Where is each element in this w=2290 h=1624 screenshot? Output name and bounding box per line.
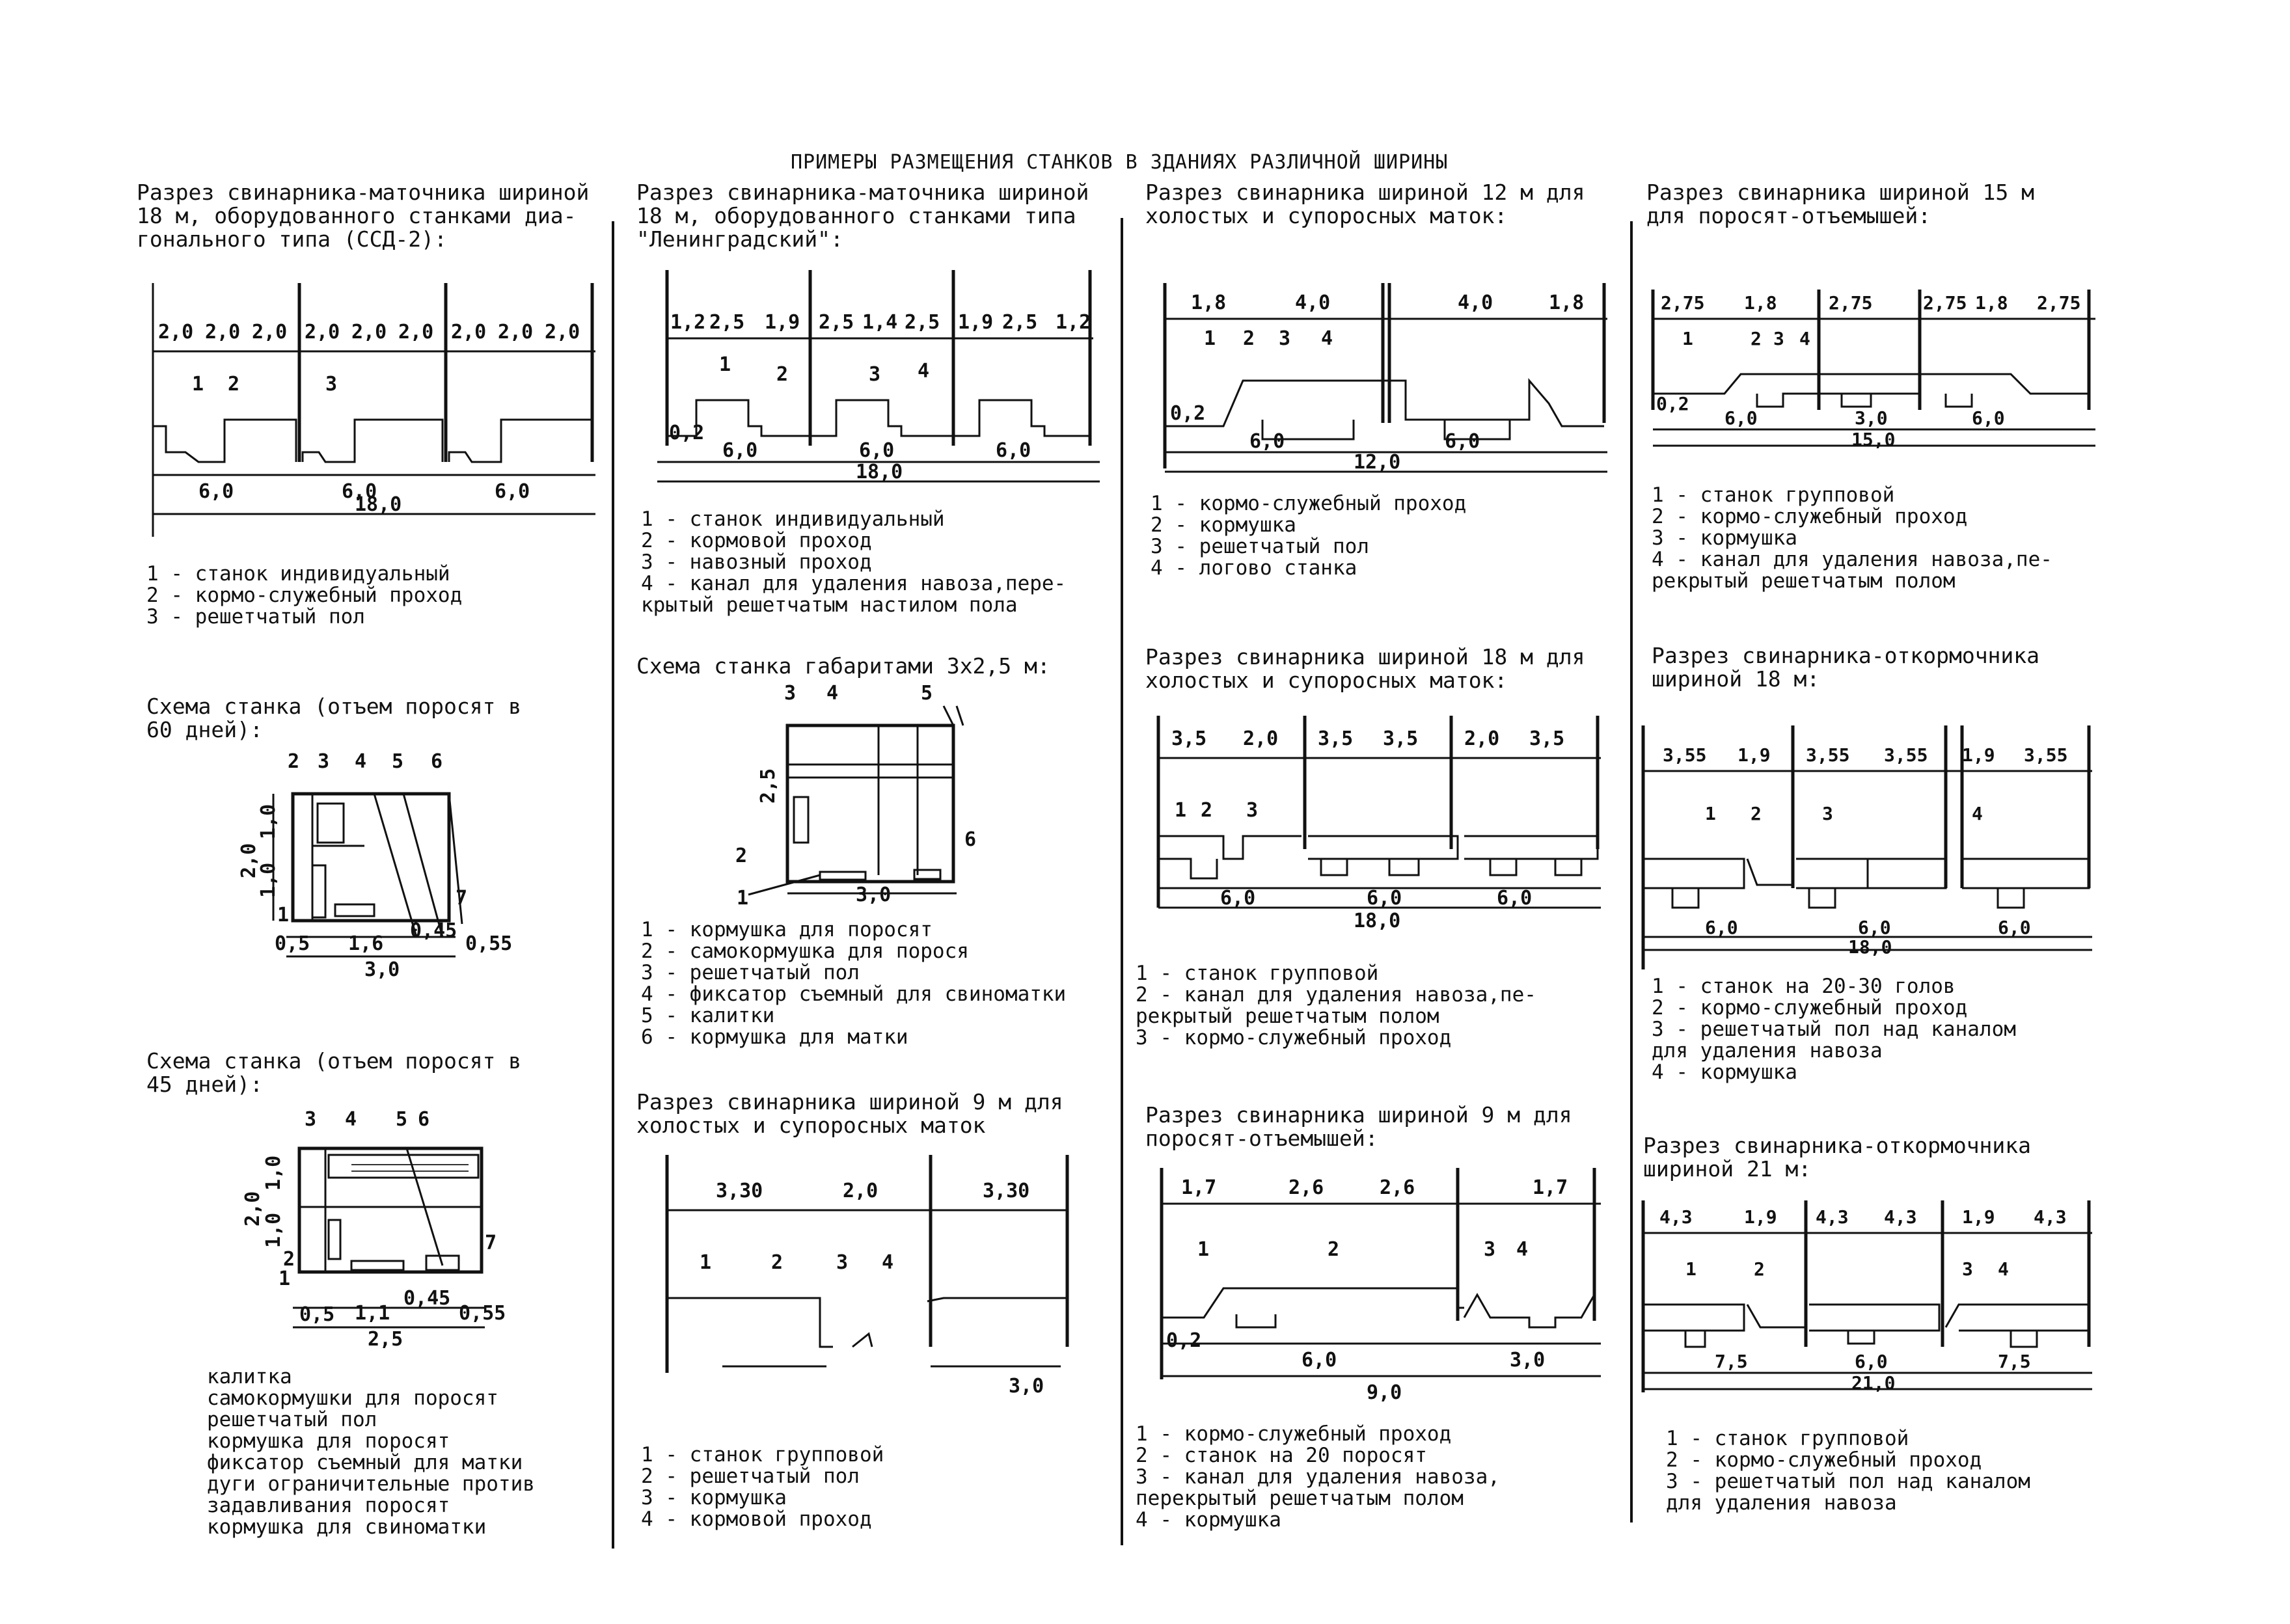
dim-bottom: 7,5 <box>1998 1351 2031 1372</box>
callout-label: 1 <box>1204 327 1216 350</box>
legend-item: 1 - станок индивидуальный <box>641 508 945 531</box>
dim-top: 2,75 <box>1829 292 1873 314</box>
dim-bottom: 3,0 <box>1855 407 1888 429</box>
callout-label: 4 <box>1998 1258 2009 1280</box>
dim-horizontal: 1,6 <box>348 932 384 955</box>
legend-item: 4 - логово станка <box>1151 556 1357 580</box>
dim-bottom: 6,0 <box>1705 917 1738 938</box>
dim-bottom: 6,0 <box>1724 407 1758 429</box>
legend-col1-s1 <box>146 563 602 628</box>
section-diagram-col2-s3 <box>657 1152 1113 1398</box>
dim-top: 2,0 <box>205 321 241 344</box>
header-col3-s2 <box>1145 645 1614 692</box>
dim-bottom: 6,0 <box>859 439 895 462</box>
callout-label: 3 <box>1279 327 1291 350</box>
header-col2-s2 <box>636 655 1105 678</box>
legend-item: 3 - решетчатый пол <box>641 961 860 984</box>
legend-item: 2 - кормо-служебный проход <box>1652 505 1968 528</box>
dim-vertical: 1,0 <box>262 1155 285 1191</box>
dim-bottom: 6,0 <box>1445 430 1480 453</box>
dim-top: 2,0 <box>351 321 387 344</box>
dim-horizontal: 0,45 <box>403 1287 451 1310</box>
dim-total: 18,0 <box>1354 910 1401 932</box>
dim-top: 2,75 <box>2037 292 2081 314</box>
dim-top: 3,5 <box>1529 727 1565 750</box>
dim-top: 1,9 <box>1962 1206 1995 1228</box>
dim-total: 3,0 <box>364 958 400 981</box>
dim-bottom: 6,0 <box>1998 917 2031 938</box>
legend-item: 5 - калитки <box>641 1004 775 1027</box>
legend-item: 4 - канал для удаления навоза,пере- <box>641 572 1067 595</box>
dim-top: 3,55 <box>1884 744 1928 766</box>
dim-vertical: 1,0 <box>257 804 280 839</box>
legend-item: 4 - кормушка <box>1652 1061 1797 1084</box>
column-3 <box>1145 181 1614 228</box>
section-diagram-col4-s1 <box>1646 280 2102 475</box>
dim-vertical: 2,0 <box>241 1191 264 1226</box>
callout-label: 6 <box>418 1108 430 1131</box>
dim-top: 2,5 <box>709 311 745 334</box>
section-diagram-col3-s1 <box>1158 273 1614 488</box>
legend-item: рекрытый решетчатым полом <box>1136 1005 1439 1028</box>
dim-top: 2,0 <box>305 321 340 344</box>
legend-item: 3 - навозный проход <box>641 550 872 574</box>
header-col4-s3 <box>1643 1134 2112 1181</box>
callout-label: 7 <box>456 887 468 910</box>
dim-top: 2,0 <box>158 321 194 344</box>
callout-label: 3 <box>325 373 338 396</box>
legend-item: калитка <box>207 1365 292 1388</box>
section-diagram-col1-s2 <box>238 742 540 989</box>
callout-label: 4 <box>1799 328 1810 349</box>
callout-label: 2 <box>1751 328 1762 349</box>
callout-label: 1 <box>719 353 731 376</box>
dim-bottom: 3,0 <box>1510 1349 1546 1372</box>
legend-col3-s1 <box>1151 493 1619 579</box>
legend-item: 1 - кормо-служебный проход <box>1136 1422 1452 1446</box>
section-header: Разрез свинарника-откормочника шириной 21 м: <box>1643 1133 2032 1182</box>
callout-label: 1 <box>192 373 204 396</box>
dim-bottom: 6,0 <box>1367 887 1402 910</box>
dim-top: 2,0 <box>498 321 534 344</box>
header-col4-s2 <box>1652 644 2120 691</box>
section-diagram-col3-s3 <box>1152 1165 1620 1412</box>
dim-top: 2,5 <box>1002 311 1038 334</box>
callout-label: 1 <box>1685 1258 1697 1280</box>
section-diagram-col4-s2 <box>1633 722 2102 969</box>
dim-top: 3,5 <box>1383 727 1419 750</box>
legend-item: кормушка для поросят <box>207 1429 450 1453</box>
callout-label: 6 <box>964 828 977 851</box>
callout-label: 2 <box>283 1248 295 1271</box>
header-col2-s3 <box>636 1090 1105 1137</box>
legend-item: фиксатор съемный для матки <box>207 1451 523 1474</box>
legend-col1-s3 <box>207 1366 597 1538</box>
section-diagram-col1-s3 <box>241 1100 540 1360</box>
legend-item: для удаления навоза <box>1652 1039 1883 1062</box>
section-header: Схема станка (отъем поросят в 60 дней): <box>146 694 522 742</box>
callout-label: 1 <box>700 1251 712 1274</box>
dim-horizontal: 0,45 <box>410 919 457 942</box>
callout-label: 2 <box>735 845 748 867</box>
callout-label: 3 <box>1962 1258 1973 1280</box>
column-2 <box>636 181 1105 251</box>
dim-top: 4,3 <box>1884 1206 1917 1228</box>
dim-top: 1,7 <box>1533 1176 1568 1199</box>
dim-top: 4,3 <box>1659 1206 1693 1228</box>
legend-item: 3 - решетчатый пол <box>146 605 365 629</box>
legend-item: 3 - кормушка <box>641 1486 787 1509</box>
dim-bottom: 6,0 <box>1855 1351 1888 1372</box>
dim-total: 18,0 <box>1848 936 1892 958</box>
callout-label: 3 <box>1822 803 1833 824</box>
dim-total: 3,0 <box>856 884 892 906</box>
section-header: Разрез свинарника шириной 12 м для холостых и супоросных маток: <box>1145 180 1585 228</box>
callout-label: 4 <box>826 682 839 705</box>
dim-total: 9,0 <box>1367 1381 1402 1404</box>
legend-item: 6 - кормушка для матки <box>641 1025 908 1049</box>
dim-bottom: 7,5 <box>1715 1351 1748 1372</box>
section-diagram-col2-s1 <box>657 267 1113 508</box>
dim-top: 2,75 <box>1923 292 1967 314</box>
callout-label: 2 <box>228 373 240 396</box>
dim-top: 1,2 <box>1056 311 1091 334</box>
callout-label: 2 <box>1328 1238 1340 1261</box>
dim-bottom: 6,0 <box>1858 917 1891 938</box>
dim-top: 4,0 <box>1458 291 1493 314</box>
callout-label: 3 <box>1773 328 1784 349</box>
section-header: Разрез свинарника шириной 15 м для поросят-отъемышей: <box>1646 180 2035 228</box>
dim-top: 2,0 <box>1243 727 1279 750</box>
legend-item: самокормушки для поросят <box>207 1387 498 1410</box>
dim-bottom: 6,0 <box>1497 887 1533 910</box>
dim-vertical: 1,0 <box>257 862 280 898</box>
legend-col3-s2 <box>1136 963 1617 1049</box>
callout-label: 2 <box>776 363 789 386</box>
dim-top: 1,9 <box>1744 1206 1777 1228</box>
legend-item: 3 - канал для удаления навоза, <box>1136 1465 1500 1489</box>
dim-top: 1,7 <box>1181 1176 1217 1199</box>
dim-horizontal: 0,5 <box>299 1303 335 1326</box>
legend-item: 4 - канал для удаления навоза,пе- <box>1652 548 2052 571</box>
dim-top: 2,0 <box>545 321 580 344</box>
dim-total: 18,0 <box>856 461 903 483</box>
dim-bottom: 6,0 <box>342 480 377 503</box>
callout-label: 3 <box>836 1251 849 1274</box>
legend-item: 4 - кормушка <box>1136 1508 1281 1532</box>
callout-label: 4 <box>1516 1238 1529 1261</box>
legend-item: 2 - кормо-служебный проход <box>1652 996 1968 1020</box>
section-header: Разрез свинарника-маточника шириной 18 м, оборудованного станками диа- гонального типа (ССД-2): <box>137 180 590 252</box>
dim-total: 2,5 <box>368 1328 403 1351</box>
dim-bottom: 6,0 <box>1220 887 1256 910</box>
legend-item: 1 - станок групповой <box>1136 962 1379 985</box>
dim-top: 1,9 <box>1962 744 1995 766</box>
dim-bottom: 3,0 <box>1009 1375 1044 1398</box>
column-divider <box>1630 221 1633 1522</box>
legend-col4-s1 <box>1652 485 2120 592</box>
dim-top: 3,30 <box>716 1180 763 1202</box>
legend-col2-s1 <box>641 509 1110 616</box>
dim-top: 3,55 <box>1806 744 1850 766</box>
dim-bottom: 6,0 <box>495 480 530 503</box>
dim-top: 4,3 <box>1816 1206 1849 1228</box>
legend-item: дуги ограничительные против <box>207 1472 535 1496</box>
legend-col3-s3 <box>1136 1424 1617 1531</box>
legend-item: 2 - канал для удаления навоза,пе- <box>1136 983 1536 1007</box>
callout-label: 5 <box>396 1108 408 1131</box>
callout-label: 3 <box>1246 799 1259 822</box>
callout-label: 4 <box>1972 803 1983 824</box>
dim-bottom: 6,0 <box>1972 407 2005 429</box>
callout-label: 1 <box>1175 799 1187 822</box>
legend-col2-s3 <box>641 1444 1110 1530</box>
dim-top: 1,8 <box>1191 291 1227 314</box>
callout-label: 3 <box>784 682 797 705</box>
section-header: Схема станка (отъем поросят в 45 дней): <box>146 1048 522 1097</box>
callout-label: 1 <box>277 904 290 927</box>
dim-top: 1,9 <box>1738 744 1771 766</box>
dim-vertical: 2,5 <box>757 768 780 804</box>
section-header: Разрез свинарника-откормочника шириной 18 м: <box>1652 643 2040 692</box>
dim-bottom: 6,0 <box>996 439 1031 462</box>
legend-item: 4 - фиксатор съемный для свиноматки <box>641 982 1067 1006</box>
legend-item: перекрытый решетчатым полом <box>1136 1487 1464 1510</box>
dim-top: 3,5 <box>1318 727 1354 750</box>
legend-item: 1 - станок групповой <box>1666 1427 1909 1450</box>
callout-label: 5 <box>921 682 933 705</box>
dim-horizontal: 1,1 <box>355 1302 390 1325</box>
callout-label: 2 <box>1201 799 1213 822</box>
dim-total: 18,0 <box>355 493 402 516</box>
dim-bottom: 6,0 <box>1302 1349 1337 1372</box>
callout-label: 1 <box>279 1267 291 1290</box>
dim-bottom: 6,0 <box>1249 430 1285 453</box>
legend-item: рекрытый решетчатым полом <box>1652 569 1956 593</box>
callout-label: 3 <box>1484 1238 1496 1261</box>
dim-top: 2,0 <box>252 321 288 344</box>
section-header: Разрез свинарника шириной 9 м для поросят-отъемышей: <box>1145 1102 1572 1151</box>
legend-item: 3 - кормушка <box>1652 526 1797 550</box>
dim-horizontal: 0,5 <box>275 932 310 955</box>
legend-item: 3 - кормо-служебный проход <box>1136 1026 1452 1049</box>
callout-label: 1 <box>1197 1238 1210 1261</box>
dim-top: 3,30 <box>983 1180 1030 1202</box>
callout-label: 4 <box>1321 327 1333 350</box>
legend-item: 3 - решетчатый пол над каналом <box>1652 1018 2016 1041</box>
callout-label: 5 <box>392 750 404 773</box>
section-header: Разрез свинарника шириной 18 м для холостых и супоросных маток: <box>1145 644 1585 693</box>
dim-horizontal: 0,55 <box>465 932 513 955</box>
dim-top: 2,0 <box>398 321 434 344</box>
dim-bottom: 6,0 <box>722 439 758 462</box>
legend-item: 2 - решетчатый пол <box>641 1465 860 1488</box>
column-4 <box>1646 181 2115 228</box>
callout-label: 7 <box>485 1232 497 1254</box>
callout-label: 2 <box>288 750 300 773</box>
header-col1-s2 <box>146 695 602 742</box>
dim-top: 3,55 <box>1663 744 1707 766</box>
legend-item: 2 - станок на 20 поросят <box>1136 1444 1427 1467</box>
dim-top: 1,9 <box>958 311 994 334</box>
legend-item: 1 - кормушка для поросят <box>641 918 933 941</box>
dim-vertical: 2,0 <box>238 843 260 878</box>
legend-col4-s3 <box>1666 1428 2121 1514</box>
legend-item: 2 - кормовой проход <box>641 529 872 552</box>
callout-label: 2 <box>771 1251 784 1274</box>
dim-top: 2,0 <box>451 321 487 344</box>
legend-col2-s2 <box>641 919 1110 1048</box>
dim-top: 1,8 <box>1744 292 1777 314</box>
dim-top: 2,0 <box>1464 727 1500 750</box>
section-header: Схема станка габаритами 3х2,5 м: <box>636 653 1050 679</box>
callout-label: 1 <box>1705 803 1716 824</box>
callout-label: 4 <box>918 360 930 383</box>
dim-top: 2,5 <box>905 311 940 334</box>
column-1 <box>137 181 592 251</box>
dim-top: 2,0 <box>843 1180 879 1202</box>
dim-horizontal: 0,55 <box>459 1302 506 1325</box>
legend-item: 1 - станок групповой <box>641 1443 884 1467</box>
callout-label: 4 <box>345 1108 357 1131</box>
callout-label: 2 <box>1243 327 1255 350</box>
dim-total: 12,0 <box>1354 451 1401 474</box>
legend-item: 2 - самокормушка для порося <box>641 940 969 963</box>
dim-total: 15,0 <box>1851 429 1896 450</box>
callout-label: 2 <box>1751 803 1762 824</box>
legend-item: 1 - станок индивидуальный <box>146 562 450 586</box>
callout-label: 3 <box>318 750 330 773</box>
dim-top: 3,55 <box>2024 744 2068 766</box>
dim-top: 1,4 <box>862 311 898 334</box>
legend-item: 1 - станок групповой <box>1652 483 1895 507</box>
legend-item: для удаления навоза <box>1666 1491 1897 1515</box>
dim-top: 2,6 <box>1380 1176 1415 1199</box>
callout-label: 3 <box>869 363 881 386</box>
header-col3-s3 <box>1145 1103 1614 1150</box>
legend-item: кормушка для свиноматки <box>207 1515 487 1539</box>
dim-total: 21,0 <box>1851 1372 1896 1394</box>
dim-small: 0,2 <box>669 422 705 444</box>
header-col1-s3 <box>146 1049 602 1096</box>
callout-label: 4 <box>355 750 367 773</box>
legend-item: 4 - кормовой проход <box>641 1508 872 1531</box>
section-header: Разрез свинарника шириной 9 м для холостых и супоросных маток <box>636 1089 1063 1138</box>
legend-item: 2 - кормо-служебный проход <box>146 584 463 607</box>
legend-item: задавливания поросят <box>207 1494 450 1517</box>
section-diagram-col2-s2 <box>722 682 1015 910</box>
dim-top: 4,0 <box>1295 291 1331 314</box>
callout-label: 1 <box>1682 328 1693 349</box>
dim-bottom: 6,0 <box>198 480 234 503</box>
legend-col4-s2 <box>1652 976 2120 1083</box>
section-diagram-col1-s1 <box>146 273 602 534</box>
dim-top: 2,75 <box>1661 292 1705 314</box>
legend-item: 2 - кормушка <box>1151 513 1296 537</box>
legend-item: 1 - кормо-служебный проход <box>1151 492 1467 515</box>
dim-top: 2,5 <box>819 311 854 334</box>
legend-item: 3 - решетчатый пол над каналом <box>1666 1470 2030 1493</box>
dim-top: 4,3 <box>2034 1206 2067 1228</box>
dim-vertical: 1,0 <box>262 1212 285 1248</box>
section-header: Разрез свинарника-маточника шириной 18 м, оборудованного станками типа "Ленинградский": <box>636 180 1089 252</box>
dim-small: 0,2 <box>1166 1329 1202 1352</box>
page-title: ПРИМЕРЫ РАЗМЕЩЕНИЯ СТАНКОВ В ЗДАНИЯХ РАЗЛИЧНОЙ ШИРИНЫ <box>791 151 1449 174</box>
column-divider <box>1121 218 1123 1545</box>
legend-item: 1 - станок на 20-30 голов <box>1652 975 1956 998</box>
dim-top: 1,2 <box>670 311 706 334</box>
legend-item: 3 - решетчатый пол <box>1151 535 1369 558</box>
callout-label: 4 <box>882 1251 894 1274</box>
dim-top: 3,5 <box>1171 727 1207 750</box>
callout-label: 6 <box>431 750 443 773</box>
callout-label: 1 <box>737 887 749 910</box>
dim-top: 1,9 <box>765 311 800 334</box>
callout-label: 2 <box>1754 1258 1765 1280</box>
dim-top: 1,8 <box>1549 291 1585 314</box>
legend-item: решетчатый пол <box>207 1408 377 1431</box>
dim-small: 0,2 <box>1170 402 1206 425</box>
dim-top: 1,8 <box>1975 292 2008 314</box>
legend-item: крытый решетчатым настилом пола <box>641 593 1018 617</box>
column-divider <box>612 221 614 1549</box>
dim-small: 0,2 <box>1656 393 1689 414</box>
dim-top: 2,6 <box>1288 1176 1324 1199</box>
section-diagram-col4-s3 <box>1633 1197 2102 1431</box>
legend-item: 2 - кормо-служебный проход <box>1666 1448 1982 1472</box>
section-diagram-col3-s2 <box>1152 706 1620 947</box>
callout-label: 3 <box>305 1108 317 1131</box>
